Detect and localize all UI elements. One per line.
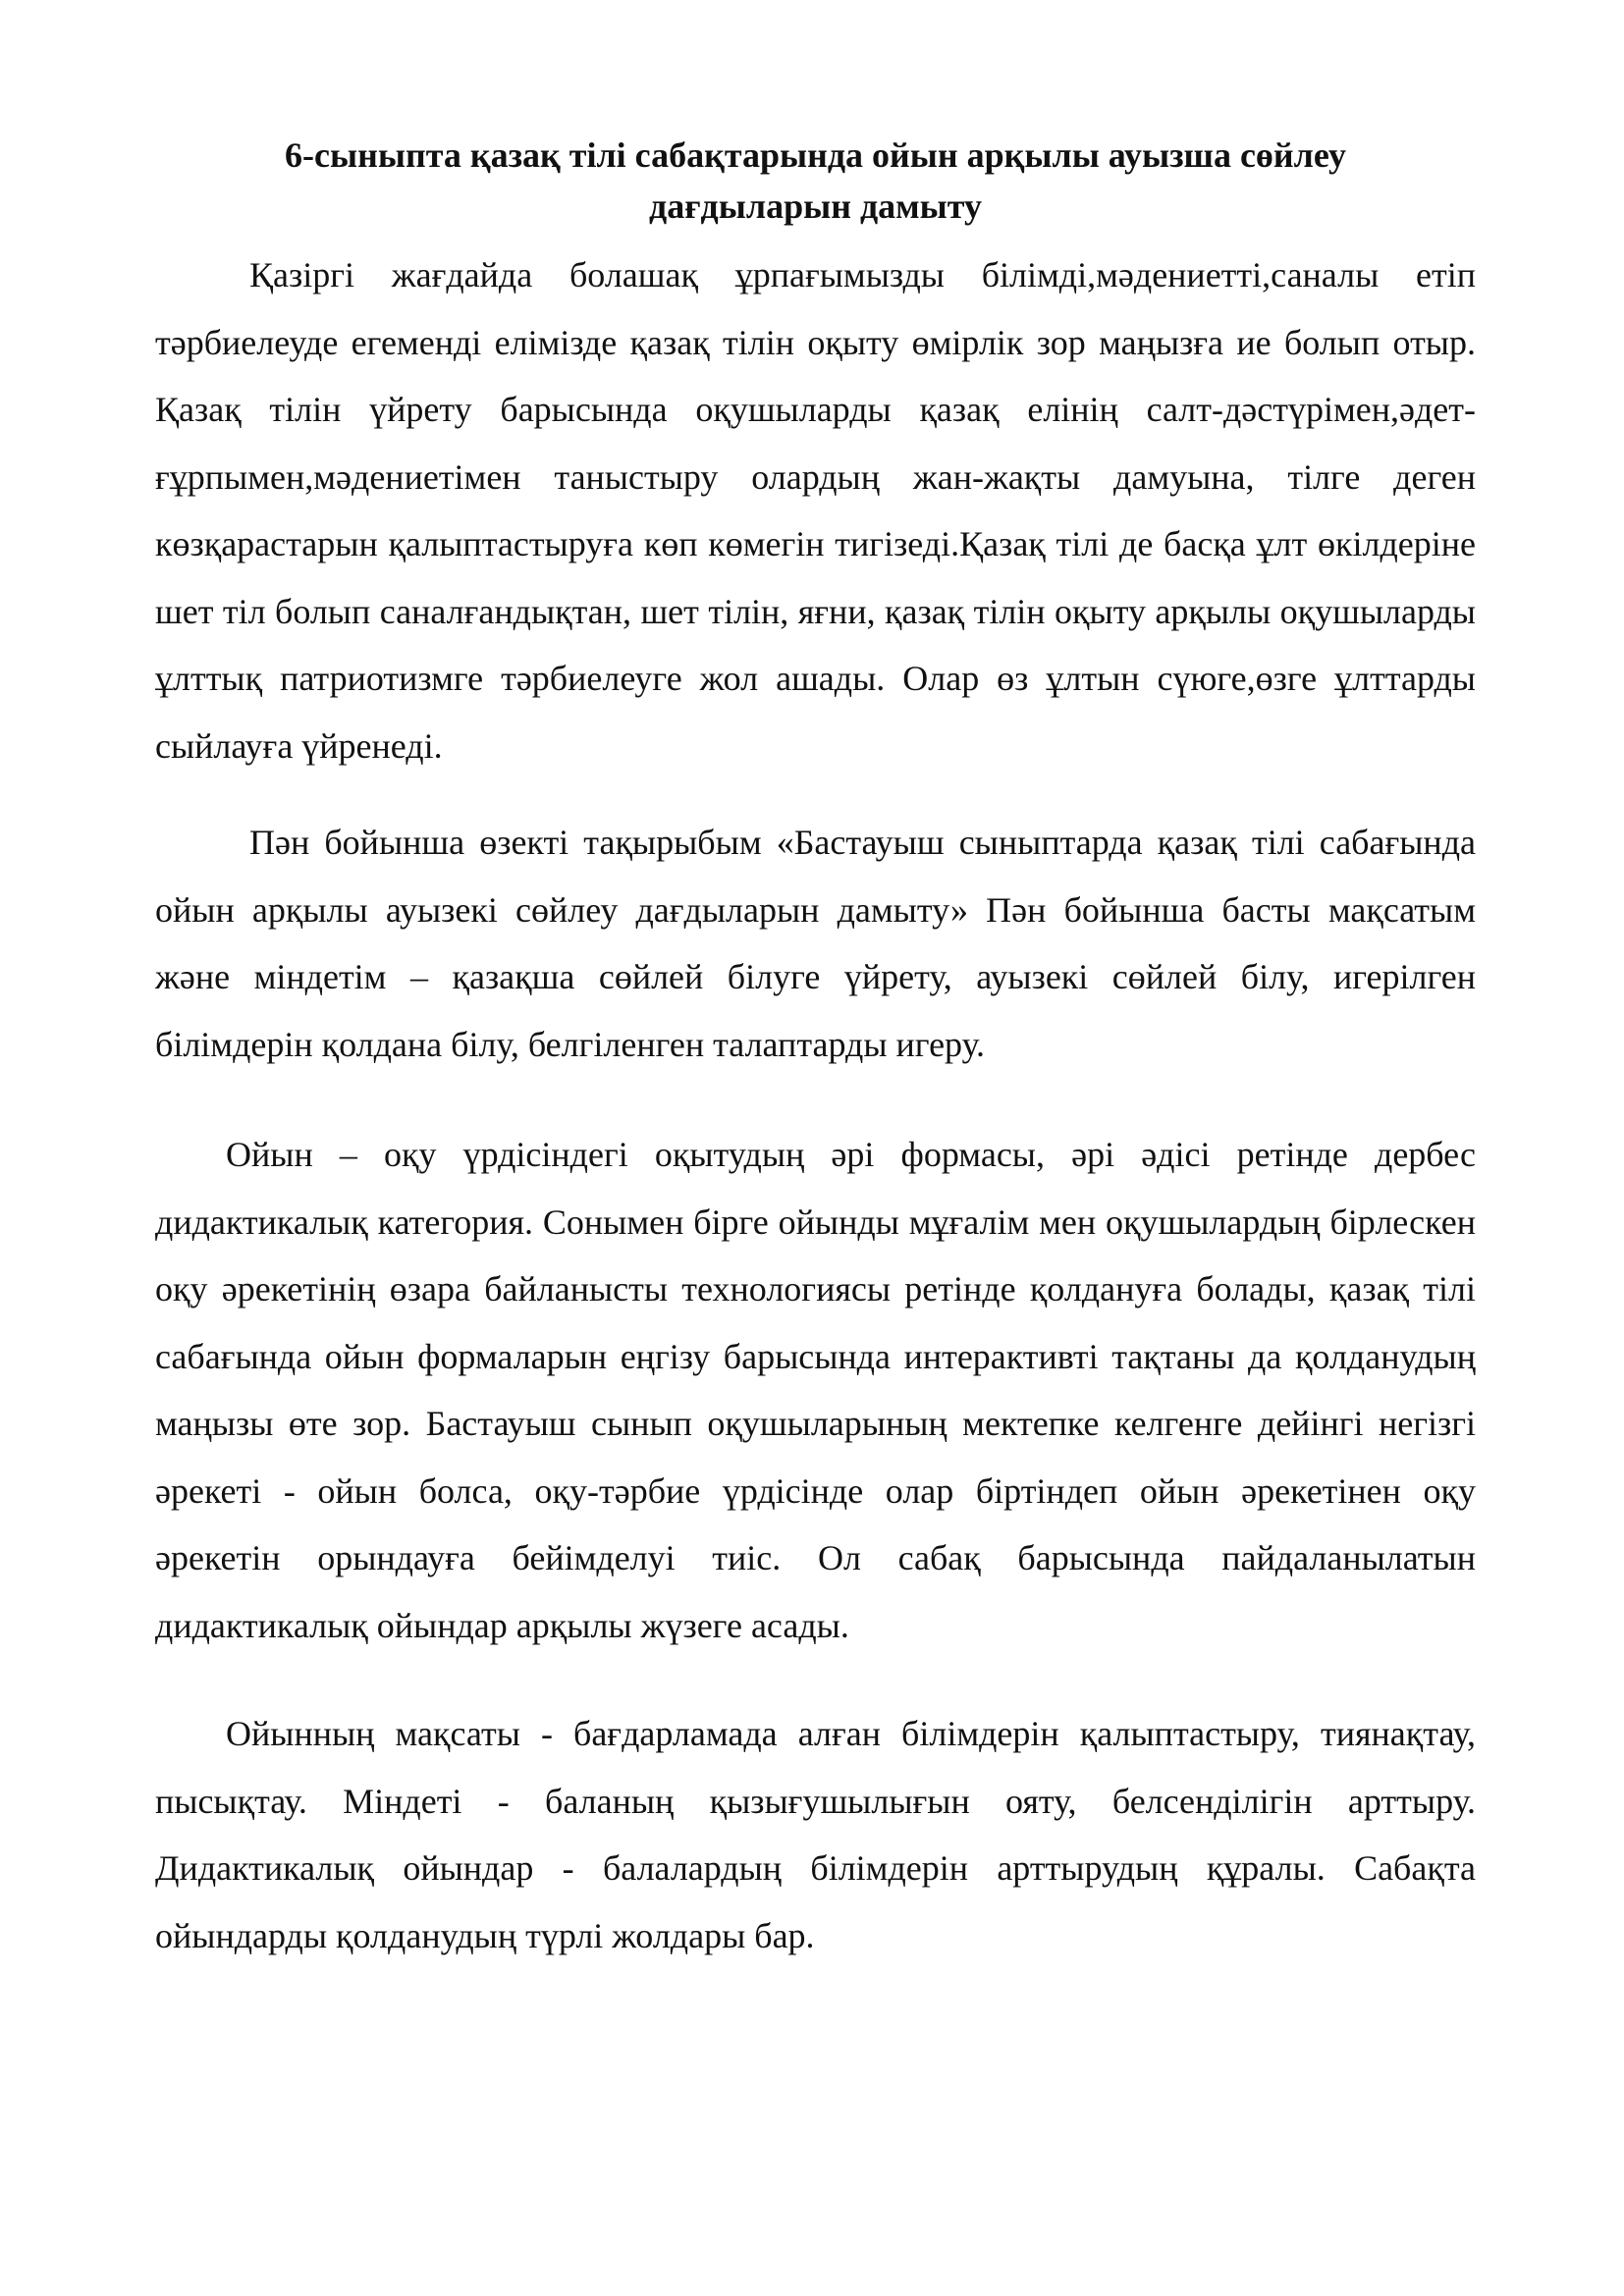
paragraph-topic: Пән бойынша өзекті тақырыбым «Бастауыш сыныптарда қазақ тілі сабағында ойын арқылы ауызекі сөйлеу дағдыларын дамыту» Пән бойынша басты мақсатым және міндетім – қазақша сөйлей білуге үйрету, ауызекі сөйлей білу, игерілген білімдерін қолдана білу, белгіленген талаптарды игеру. [155, 823, 1476, 1064]
paragraph-game-category: Ойын – оқу үрдісіндегі оқытудың әрі формасы, әрі әдісі ретінде дербес дидактикалық категория. Сонымен бірге ойынды мұғалім мен оқушылардың бірлескен оқу әрекетінің өзара байланысты технологиясы ретінде қолдануға болады, қазақ тілі сабағында ойын формаларын еңгізу барысында интерактивті тақтаны да қолданудың маңызы өте зор. Бастауыш сынып оқушыларының мектепке келгенге дейінгі негізгі әрекеті - ойын болса, оқу-тәрбие үрдісінде олар біртіндеп ойын әрекетінен оқу әрекетін орындауға бейімделуі тиіс. Ол сабақ барысында пайдаланылатын дидактикалық ойындар арқылы жүзеге асады. [155, 1135, 1476, 1645]
paragraph-intro: Қазіргі жағдайда болашақ ұрпағымызды білімді,мәдениетті,саналы етіп тәрбиелеуде егеменді елімізде қазақ тілін оқыту өмірлік зор маңызға ие болып отыр. Қазақ тілін үйрету барысында оқушыларды қазақ елінің салт-дәстүрімен,әдет-ғұрпымен,мәдениетімен таныстыру олардың жан-жақты дамуына, тілге деген көзқарастарын қалыптастыруға көп көмегін тигізеді.Қазақ тілі де басқа ұлт өкілдеріне шет тіл болып саналғандықтан, шет тілін, яғни, қазақ тілін оқыту арқылы оқушыларды ұлттық патриотизмге тәрбиелеуге жол ашады. Олар өз ұлтын сүюге,өзге ұлттарды сыйлауға үйренеді. [155, 255, 1476, 766]
document-page [155, 130, 1476, 1969]
paragraph-game-purpose: Ойынның мақсаты - бағдарламада алған білімдерін қалыптастыру, тиянақтау, пысықтау. Міндеті - баланың қызығушылығын ояту, белсенділігін арттыру. Дидактикалық ойындар - балалардың білімдерін арттырудың құралы. Сабақта ойындарды қолданудың түрлі жолдары бар. [155, 1714, 1476, 1955]
title-line-1: 6-сыныпта қазақ тілі сабақтарында ойын арқылы ауызша сөйлеу [285, 135, 1346, 175]
document-title [155, 130, 1476, 232]
title-line-2: дағдыларын дамыту [649, 187, 982, 226]
